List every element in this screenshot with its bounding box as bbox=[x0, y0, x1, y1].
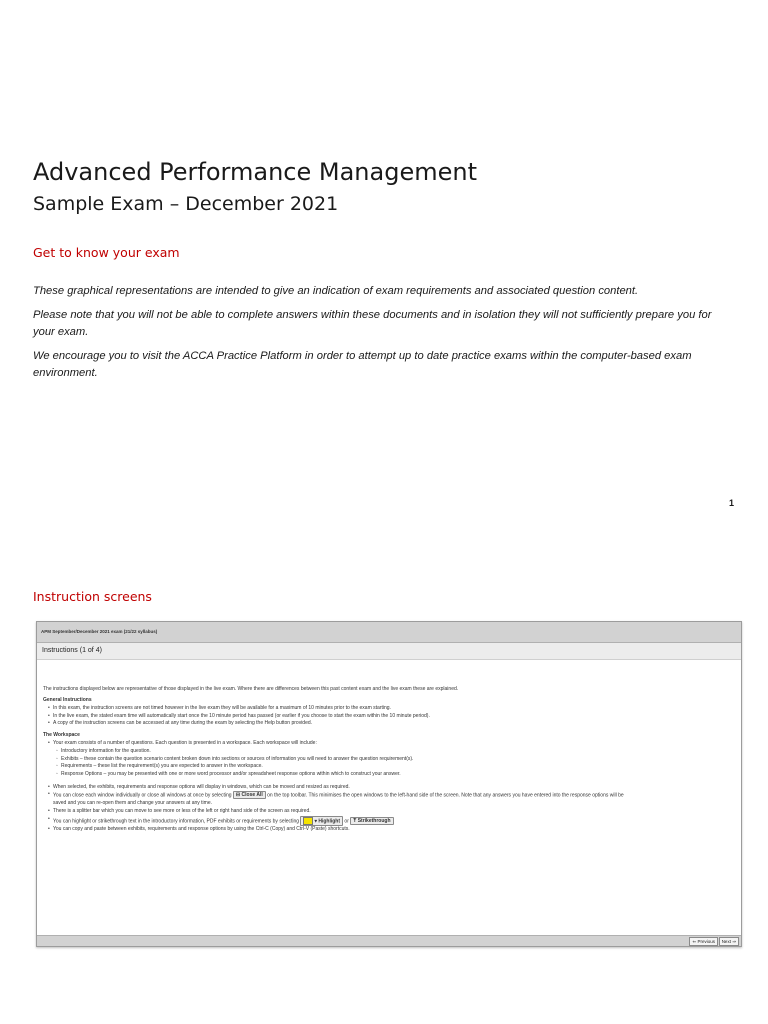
list-item: • There is a splitter bar which you can move to see more or less of the left or right hand side of the screen as required. bbox=[53, 808, 735, 816]
strikethrough-button[interactable] bbox=[350, 817, 393, 825]
exam-navigation-bar bbox=[37, 935, 741, 946]
intro-paragraph-2: Please note that you will not be able to complete answers within these documents and in isolation they will not sufficiently prepare you for your exam. bbox=[33, 309, 712, 338]
workspace-item-text: Your exam consists of a number of questions. Each question is presented in a workspace. Each workspace will include: bbox=[53, 740, 317, 747]
document-subtitle: Sample Exam – December 2021 bbox=[33, 193, 339, 215]
exam-intro-text: The instructions displayed below are representative of those displayed in the live exam. Where there are differences between this past content exam and the live exam these are explained. bbox=[43, 686, 459, 692]
general-instructions-list bbox=[43, 705, 735, 728]
exam-screenshot bbox=[36, 621, 742, 947]
arrow-right-icon: ⇒ bbox=[732, 939, 736, 944]
arrow-left-icon: ⇐ bbox=[692, 939, 697, 944]
next-label: Next bbox=[721, 939, 731, 944]
exam-title-bar: APM September/December 2021 exam (21/22 syllabus) bbox=[37, 622, 741, 643]
exam-instructions-heading: Instructions (1 of 4) bbox=[37, 643, 741, 660]
list-item bbox=[53, 740, 735, 779]
list-item bbox=[53, 816, 735, 826]
list-item: • When selected, the exhibits, requirements and response options will display in windows, which can be moved and resized as required. bbox=[53, 784, 735, 792]
get-to-know-heading: Get to know your exam bbox=[33, 245, 180, 260]
or-text: or bbox=[344, 818, 349, 825]
list-item bbox=[53, 791, 735, 800]
workspace-sublist bbox=[53, 748, 735, 779]
list-item-continued: saved and you can re-open them and change your answers at any time. bbox=[53, 800, 212, 807]
workspace-heading: The Workspace bbox=[43, 732, 80, 739]
highlight-button[interactable]: ▾ Highlight bbox=[300, 816, 343, 826]
list-item: • In this exam, the instruction screens are not timed however in the live exam they will be available for a maximum of 10 minutes prior to the exam starting. bbox=[53, 705, 735, 713]
list-item: • In the live exam, the stated exam time will automatically start once the 10 minute period has passed (or earlier if you choose to start the exam within the 10 minute period). bbox=[53, 713, 735, 721]
general-instructions-heading: General Instructions bbox=[43, 697, 92, 703]
exam-instructions-body bbox=[37, 659, 741, 936]
strikethrough-icon: Ŧ bbox=[353, 817, 357, 824]
next-button[interactable] bbox=[719, 937, 739, 946]
list-item: ◦ Requirements – these list the requirement(s) you are expected to answer in the workspace. bbox=[61, 763, 735, 771]
list-item: ◦ Exhibits – these contain the question scenario content broken down into sections or sources of information you will need to answer the question requirement(s). bbox=[61, 756, 735, 764]
highlight-label: Highlight bbox=[318, 818, 341, 825]
page-number: 1 bbox=[729, 498, 735, 508]
close-all-after-text: on the top toolbar. This minimises the open windows to the left-hand side of the screen. Note that any answers you have entered into the response options will be bbox=[267, 792, 624, 799]
window-tips-list bbox=[43, 784, 735, 834]
list-item: ◦ Introductory information for the question. bbox=[61, 748, 735, 756]
strikethrough-label: Strikethrough bbox=[357, 817, 391, 824]
list-item: • A copy of the instruction screens can be accessed at any time during the exam by selecting the Help button provided. bbox=[53, 720, 735, 728]
previous-button[interactable] bbox=[689, 937, 718, 946]
close-all-button[interactable] bbox=[233, 791, 266, 799]
workspace-list bbox=[43, 740, 735, 779]
previous-label: Previous bbox=[697, 939, 715, 944]
close-all-icon: ⊟ bbox=[235, 792, 241, 799]
highlight-color-icon bbox=[303, 817, 313, 825]
close-all-intro-text: You can close each window individually or close all windows at once by selecting bbox=[53, 792, 232, 799]
document-title: Advanced Performance Management bbox=[33, 158, 477, 186]
highlight-intro-text: You can highlight or strikethrough text in the introductory information, PDF exhibits or requirements by selecting bbox=[53, 818, 300, 825]
instruction-screens-heading: Instruction screens bbox=[33, 589, 152, 604]
intro-paragraph-1: These graphical representations are intended to give an indication of exam requirements and associated question content. bbox=[33, 285, 639, 297]
list-item: ◦ Response Options – you may be presented with one or more word processor and/or spreadsheet response options within which to construct your answer. bbox=[61, 771, 735, 779]
intro-paragraph-3: We encourage you to visit the ACCA Practice Platform in order to attempt up to date practice exams within the computer-based exam environment. bbox=[33, 350, 692, 379]
list-item: • You can copy and paste between exhibits, requirements and response options by using the Ctrl-C (Copy) and Ctrl-V (Paste) shortcuts. bbox=[53, 826, 735, 834]
close-all-label: Close All bbox=[241, 792, 263, 799]
